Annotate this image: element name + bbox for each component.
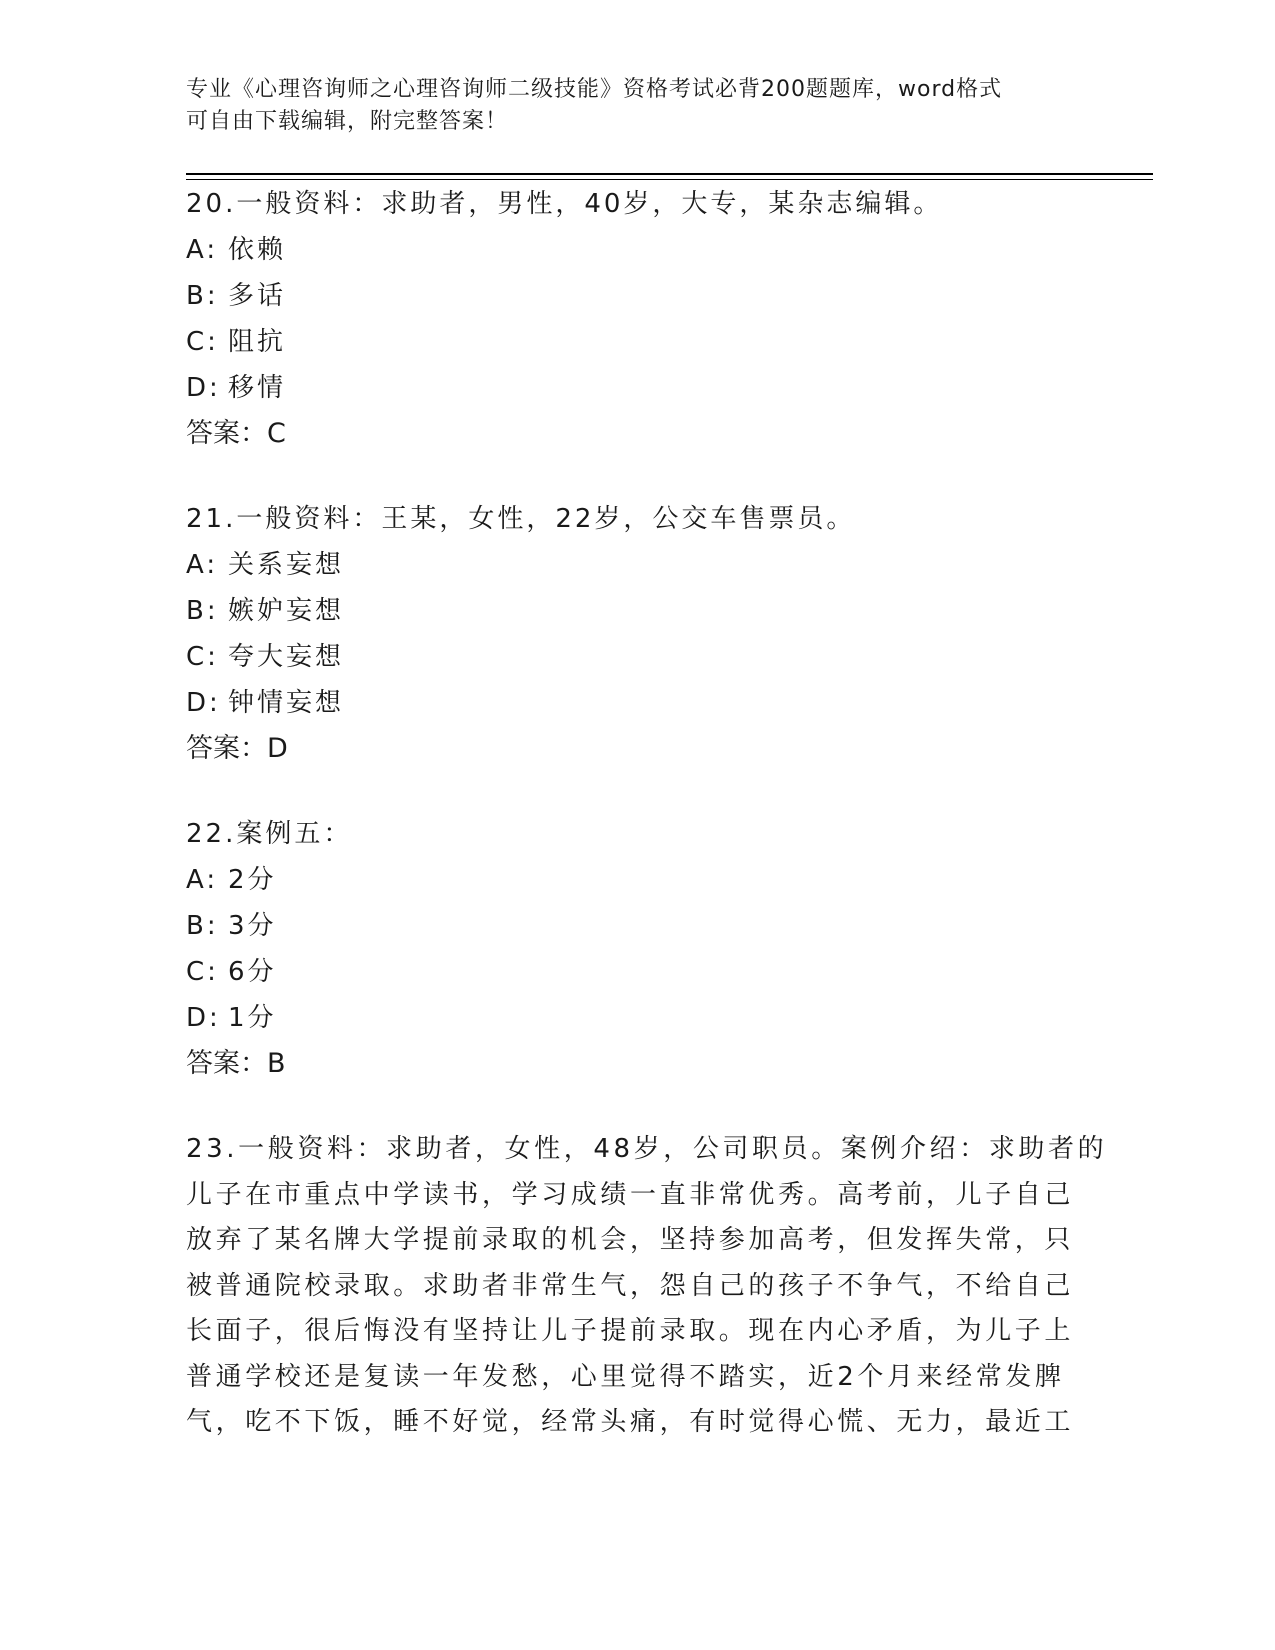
question-23-line: 放弃了某名牌大学提前录取的机会，坚持参加高考，但发挥失常，只 [186,1225,1075,1255]
header-line-2: 可自由下载编辑，附完整答案！ [186,109,509,134]
question-22 [186,811,1086,1087]
option-letter: D: [186,1003,221,1033]
question-21 [186,496,1086,772]
document-header [186,74,1066,138]
question-23-line: 长面子，很后悔没有坚持让儿子提前录取。现在内心矛盾，为儿子上 [186,1316,1075,1346]
option-letter: A: [186,865,219,895]
question-stem: 21.一般资料：王某，女性，22岁，公交车售票员。 [186,504,856,534]
option-text: 3分 [228,911,277,941]
option-a [186,857,1086,903]
option-letter: A: [186,550,219,580]
option-d [186,680,1086,726]
header-divider-thick [186,173,1153,175]
answer-label: 答案：C [186,418,286,449]
option-c [186,949,1086,995]
header-line-1: 专业《心理咨询师之心理咨询师二级技能》资格考试必背200题题库，word格式 [186,77,1003,102]
option-d [186,365,1086,411]
option-text: 关系妄想 [228,550,345,580]
option-letter: B: [186,596,219,626]
option-b [186,903,1086,949]
question-23 [186,1127,1108,1446]
option-text: 1分 [228,1003,277,1033]
option-a [186,227,1086,273]
question-23-line: 儿子在市重点中学读书，学习成绩一直非常优秀。高考前，儿子自己 [186,1179,1075,1210]
header-divider-thin [186,179,1153,180]
answer-label: 答案：D [186,733,288,764]
question-23-line: 普通学校还是复读一年发愁，心里觉得不踏实，近2个月来经常发脾 [186,1361,1065,1392]
answer-label: 答案：B [186,1048,286,1079]
option-text: 移情 [228,373,287,403]
option-c [186,634,1086,680]
option-a [186,542,1086,588]
option-letter: A: [186,235,219,265]
option-b [186,588,1086,634]
question-stem: 22.案例五： [186,819,353,849]
question-20 [186,181,1086,457]
option-text: 钟情妄想 [228,688,345,718]
option-text: 2分 [228,865,277,895]
question-stem: 20.一般资料：求助者，男性，40岁，大专，某杂志编辑。 [186,189,943,219]
option-letter: D: [186,373,221,403]
option-letter: C: [186,327,219,357]
option-text: 嫉妒妄想 [228,596,345,626]
option-letter: B: [186,281,219,311]
question-23-line: 气，吃不下饭，睡不好觉，经常头痛，有时觉得心慌、无力，最近工 [186,1407,1075,1437]
option-letter: D: [186,688,221,718]
option-text: 依赖 [228,235,287,265]
question-23-line: 被普通院校录取。求助者非常生气，怨自己的孩子不争气，不给自己 [186,1270,1075,1301]
option-text: 6分 [228,957,277,987]
question-23-line: 23.一般资料：求助者，女性，48岁，公司职员。案例介绍：求助者的 [186,1134,1108,1164]
option-b [186,273,1086,319]
option-c [186,319,1086,365]
option-text: 阻抗 [228,327,287,357]
option-text: 多话 [228,281,287,311]
option-letter: B: [186,911,219,941]
option-letter: C: [186,957,219,987]
option-d [186,995,1086,1041]
option-letter: C: [186,642,219,672]
option-text: 夸大妄想 [228,642,345,672]
